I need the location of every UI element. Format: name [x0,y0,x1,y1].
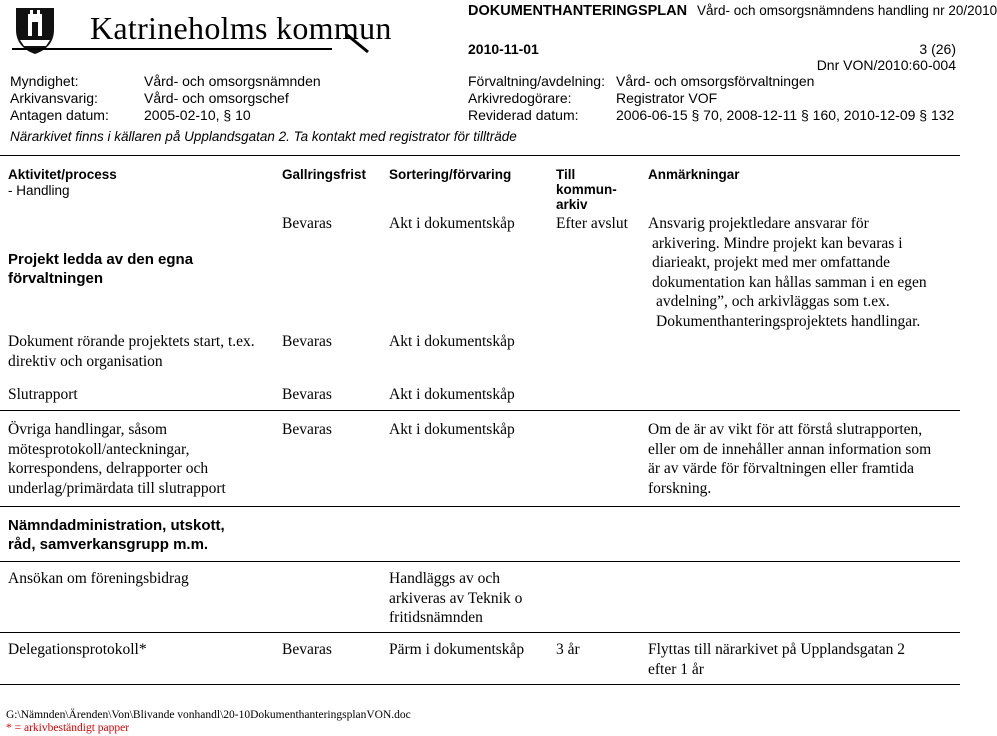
logo-underline [12,48,332,50]
decision-ref: Vård- och omsorgsnämndens handling nr 20/2010 [697,3,997,18]
row4-gallring: Bevaras [282,421,332,438]
doc-date: 2010-11-01 [468,41,539,57]
row3-gallring: Bevaras [282,386,332,403]
col-till-line2: kommun- [556,182,617,197]
col-gallringsfrist: Gallringsfrist [282,167,367,182]
doc-title: DOKUMENTHANTERINGSPLAN [468,3,688,19]
header-divider [0,155,960,156]
row6-anmarkning: Flyttas till närarkivet på Upplandsgatan 2 efter 1 år [648,641,905,678]
col-anmarkningar: Anmärkningar [648,167,740,182]
row4-name: Övriga handlingar, såsom mötesprotokoll/anteckningar, korrespondens, delrapporter och underlag/primärdata till slutrapport [8,421,226,497]
page-number: 3 (26) [919,41,956,57]
row-divider [0,561,960,562]
row6-gallring: Bevaras [282,641,332,658]
table-bottom-rule [0,684,960,685]
row3-sortering: Akt i dokumentskåp [389,386,515,403]
dnr: Dnr VON/2010:60-004 [816,57,956,73]
row3-name: Slutrapport [8,386,78,403]
archive-paper-footnote: * = arkivbeständigt papper [6,722,130,734]
row4-anmarkning: Om de är av vikt för att förstå slutrapporten, eller om de innehåller annan information som är av värde för förvaltningen eller framtida forskning. [648,421,932,497]
file-path: G:\Nämnden\Ärenden\Von\Blivande vonhandl\20-10DokumenthanteringsplanVON.doc [6,709,411,721]
row1-gallring: Bevaras [282,215,332,232]
archive-note: Närarkivet finns i källaren på Upplandsgatan 2. Ta kontakt med registrator för tillträde [10,129,517,144]
section-title-namnd: Nämndadministration, utskott, råd, samverkansgrupp m.m. [8,517,225,553]
col-aktivitet-line2: - Handling [8,183,70,198]
arkivansvarig-value: Vård- och omsorgschef [144,90,289,106]
row2-name: Dokument rörande projektets start, t.ex. direktiv och organisation [8,333,255,370]
reviderad-value: 2006-06-15 § 70, 2008-12-11 § 160, 2010-12-09 § 132 [616,107,955,123]
arkivredogorare-label: Arkivredogörare: [468,90,572,106]
forvaltning-label: Förvaltning/avdelning: [468,73,605,89]
myndighet-value: Vård- och omsorgsnämnden [144,73,321,89]
row6-name: Delegationsprotokoll* [8,641,147,658]
arkivansvarig-label: Arkivansvarig: [10,90,98,106]
antagen-value: 2005-02-10, § 10 [144,107,251,123]
org-name: Katrineholms kommun [90,10,392,46]
row1-till: Efter avslut [556,215,628,232]
col-sortering: Sortering/förvaring [389,167,512,182]
row4-sortering: Akt i dokumentskåp [389,421,515,438]
row5-sortering: Handläggs av och arkiveras av Teknik o fritidsnämnden [389,570,523,626]
row2-sortering: Akt i dokumentskåp [389,333,515,350]
forvaltning-value: Vård- och omsorgsförvaltningen [616,73,815,89]
arkivredogorare-value: Registrator VOF [616,90,718,106]
row-divider [0,632,960,633]
section-title-projekt: Projekt ledda av den egna förvaltningen [8,251,194,287]
row6-sortering: Pärm i dokumentskåp [389,641,525,658]
col-till-line3: arkiv [556,197,588,212]
row-divider [0,506,960,507]
row5-name: Ansökan om föreningsbidrag [8,570,189,587]
col-aktivitet-line1: Aktivitet/process [8,167,117,182]
row1-anmarkning: Ansvarig projektledare ansvarar för arkivering. Mindre projekt kan bevaras i diarieakt, projekt med mer omfattande dokumentation kan hållas samman i en egen avdelning”, och arkivläggas som t.ex. Dokumenthanteringsprojektets handlingar. [648,215,927,330]
row2-gallring: Bevaras [282,333,332,350]
col-till-line1: Till [556,167,576,182]
antagen-label: Antagen datum: [10,107,109,123]
row6-till: 3 år [556,641,580,658]
row1-sortering: Akt i dokumentskåp [389,215,515,232]
logo [10,4,392,58]
logo-swoosh-icon [344,32,374,54]
row-divider [0,410,960,411]
myndighet-label: Myndighet: [10,73,79,89]
reviderad-label: Reviderad datum: [468,107,579,123]
